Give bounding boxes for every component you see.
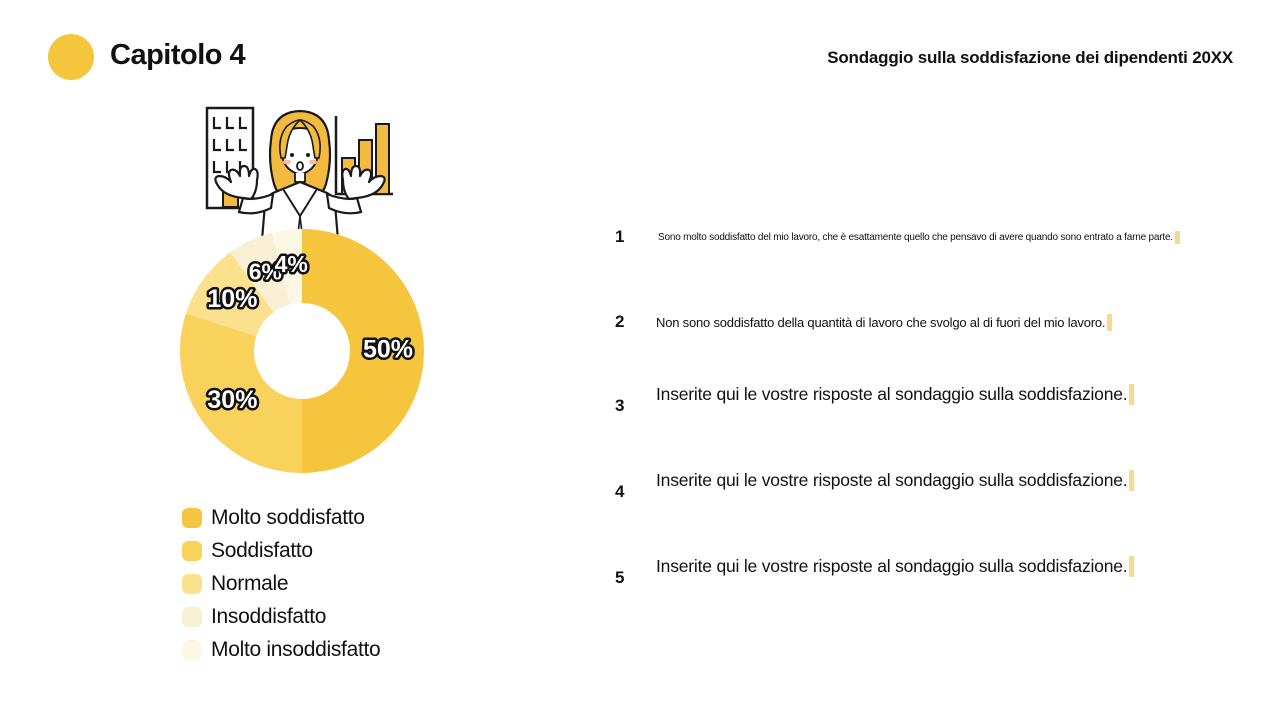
survey-item-number: 2 xyxy=(615,312,625,331)
text-cursor xyxy=(1175,231,1180,244)
donut-label: 4% xyxy=(274,250,308,277)
legend-item xyxy=(182,572,380,596)
survey-item-3 xyxy=(615,383,1134,415)
text-cursor xyxy=(1129,384,1134,405)
legend-swatch xyxy=(182,640,202,660)
survey-item-text[interactable]: Inserite qui le vostre risposte al sondaggio sulla soddisfazione. xyxy=(656,555,1128,576)
chapter-title[interactable]: Capitolo 4 xyxy=(110,39,246,71)
legend-label: Soddisfatto xyxy=(211,539,313,562)
slide-title[interactable]: Sondaggio sulla soddisfazione dei dipendenti 20XX xyxy=(827,48,1233,67)
donut-label: 10% xyxy=(207,285,258,314)
survey-item-number: 5 xyxy=(615,568,625,587)
legend-label: Insoddisfatto xyxy=(211,605,327,628)
survey-item-number: 1 xyxy=(615,227,625,246)
chapter-dot-icon xyxy=(48,34,94,80)
legend-swatch xyxy=(182,541,202,561)
legend-item xyxy=(182,605,380,629)
survey-item-text[interactable]: Non sono soddisfatto della quantità di lavoro che svolgo al di fuori del mio lavoro. xyxy=(656,314,1106,330)
legend-label: Normale xyxy=(211,572,289,595)
donut-label: 6% xyxy=(248,258,283,285)
legend-label: Molto insoddisfatto xyxy=(211,638,381,661)
survey-item-text[interactable]: Inserite qui le vostre risposte al sondaggio sulla soddisfazione. xyxy=(656,469,1128,490)
text-cursor xyxy=(1107,314,1112,331)
chart-legend xyxy=(182,506,380,671)
survey-item-text[interactable]: Inserite qui le vostre risposte al sondaggio sulla soddisfazione. xyxy=(656,383,1128,404)
survey-item-2 xyxy=(615,313,1112,331)
survey-item-number: 4 xyxy=(615,482,625,501)
text-cursor xyxy=(1129,556,1134,577)
donut-chart xyxy=(180,229,424,473)
legend-item xyxy=(182,638,380,662)
text-cursor xyxy=(1129,470,1134,491)
survey-item-4 xyxy=(615,469,1134,501)
legend-swatch xyxy=(182,607,202,627)
survey-item-5 xyxy=(615,555,1134,587)
survey-item-text[interactable]: Sono molto soddisfatto del mio lavoro, che è esattamente quello che pensavo di avere quando sono entrato a farne parte. xyxy=(658,231,1173,243)
legend-item xyxy=(182,506,380,530)
survey-item-number: 3 xyxy=(615,396,625,415)
survey-item-1 xyxy=(615,229,1180,245)
legend-swatch xyxy=(182,574,202,594)
donut-label: 50% xyxy=(362,335,414,364)
legend-label: Molto soddisfatto xyxy=(211,506,365,529)
legend-item xyxy=(182,539,380,563)
legend-swatch xyxy=(182,508,202,528)
donut-label: 30% xyxy=(207,386,258,415)
